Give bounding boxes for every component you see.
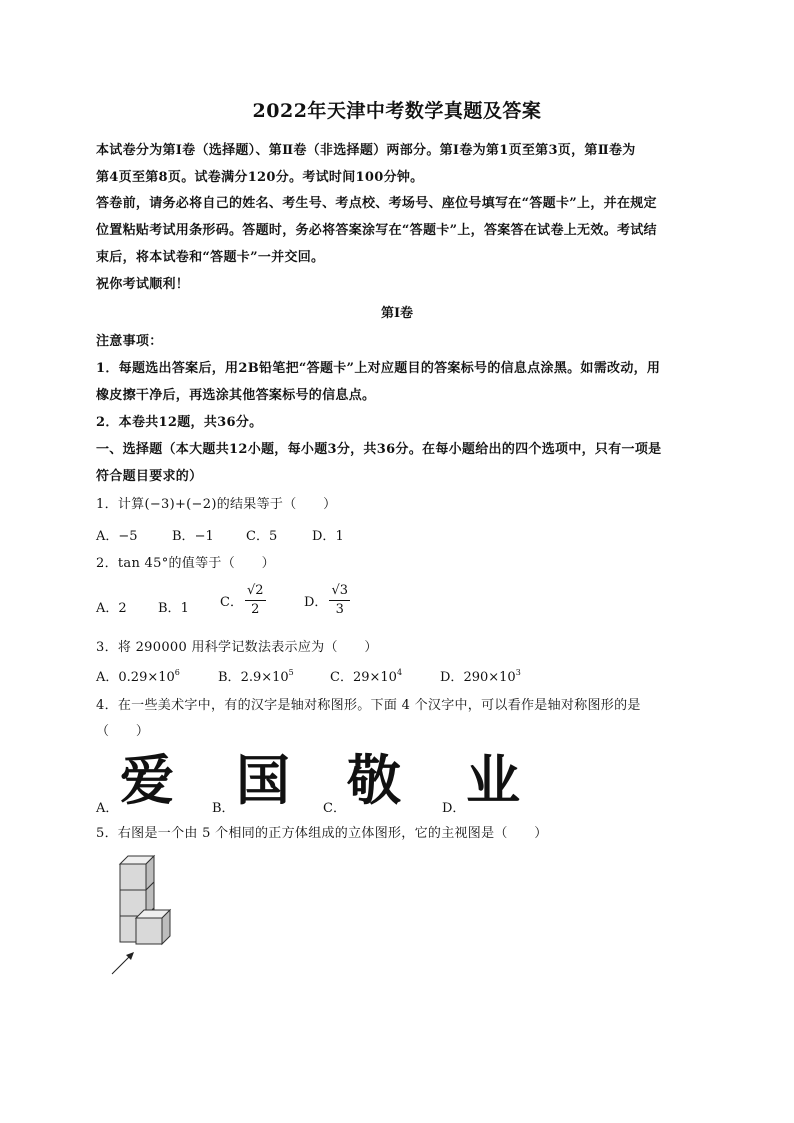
intro-line-2: 第4页至第8页。试卷满分120分。考试时间100分钟。	[96, 170, 424, 185]
q1-expression: (−3)+(−2)	[144, 497, 217, 512]
question-4-line-1: 4．在一些美术字中，有的汉字是轴对称图形。下面 4 个汉字中，可以看作是轴对称图形的是	[96, 698, 641, 713]
note-1-line-2: 橡皮擦干净后，再选涂其他答案标号的信息点。	[96, 388, 376, 403]
q2-option-d: D． $\frac{√3}{3}$	[304, 583, 348, 617]
q3-option-a: A．$0.29\times 10^6$	[96, 668, 180, 685]
page-title: 2022年天津中考数学真题及答案	[252, 100, 542, 122]
q1-prefix: 1．计算	[96, 497, 145, 512]
q2-suffix: 的值等于（ ）	[168, 556, 275, 571]
intro-line-4: 位置粘贴考试用条形码。答题时，务必将答案涂写在“答题卡”上，答案答在试卷上无效。考试结	[96, 223, 657, 238]
part1-heading-line-2: 符合题目要求的）	[96, 469, 203, 484]
q4-char-guo: 国	[236, 749, 290, 812]
q3-option-d: D．$290\times 10^3$	[440, 668, 521, 685]
q2-expression: tan 45°	[117, 556, 169, 571]
q1-option-a: A．−5	[96, 529, 138, 544]
note-2: 2．本卷共12题，共36分。	[96, 415, 263, 430]
q1-option-d: D．1	[312, 529, 344, 544]
question-2	[96, 552, 702, 571]
question-5: 5．右图是一个由 5 个相同的正方体组成的立体图形，它的主视图是（ ）	[96, 826, 548, 841]
q3-option-c: C．$29\times 10^4$	[330, 668, 403, 685]
q2-option-b: B．1	[158, 601, 189, 616]
q1-suffix: 的结果等于（ ）	[216, 497, 337, 512]
q4-char-jing: 敬	[347, 749, 401, 812]
q4-option-c-label: C．	[323, 801, 346, 816]
question-4-line-2: （ ）	[96, 724, 150, 739]
q2-prefix: 2．	[96, 556, 118, 571]
intro-line-3: 答卷前，请务必将自己的姓名、考生号、考点校、考场号、座位号填写在“答题卡”上，并在规定	[96, 196, 657, 211]
part1-heading-line-1: 一、选择题（本大题共12小题，每小题3分，共36分。在每小题给出的四个选项中，只有一项是	[96, 442, 662, 457]
q1-option-b: B．−1	[172, 529, 214, 544]
intro-line-6: 祝你考试顺利！	[96, 277, 190, 292]
q4-char-ai: 爱	[120, 749, 174, 812]
fraction-sqrt2-over-2: $\frac{√2}{2}$	[246, 583, 264, 617]
intro-line-1: 本试卷分为第Ⅰ卷（选择题）、第Ⅱ卷（非选择题）两部分。第Ⅰ卷为第1页至第3页，第Ⅱ卷为	[96, 143, 636, 158]
question-1	[96, 493, 702, 512]
note-1-line-1: 1．每题选出答案后，用2B铅笔把“答题卡”上对应题目的答案标号的信息点涂黑。如需改动，用	[96, 361, 661, 376]
q2-option-a: A．2	[96, 601, 127, 616]
notes-heading: 注意事项：	[96, 334, 163, 349]
section-title: 第Ⅰ卷	[380, 306, 414, 321]
cube-stack-figure	[104, 852, 194, 982]
q4-char-ye: 业	[466, 749, 520, 812]
q1-option-c: C．5	[246, 529, 278, 544]
question-3: 3．将 290000 用科学记数法表示应为（ ）	[96, 640, 378, 655]
q4-option-b-label: B．	[212, 801, 235, 816]
q4-option-a-label: A．	[96, 801, 119, 816]
intro-line-5: 束后，将本试卷和“答题卡”一并交回。	[96, 250, 325, 265]
q4-option-d-label: D．	[442, 801, 466, 816]
fraction-sqrt3-over-3: $\frac{√3}{3}$	[331, 583, 348, 617]
q2-option-c: C． $\frac{√2}{2}$	[220, 583, 264, 617]
q3-option-b: B．$2.9\times 10^5$	[218, 668, 294, 685]
